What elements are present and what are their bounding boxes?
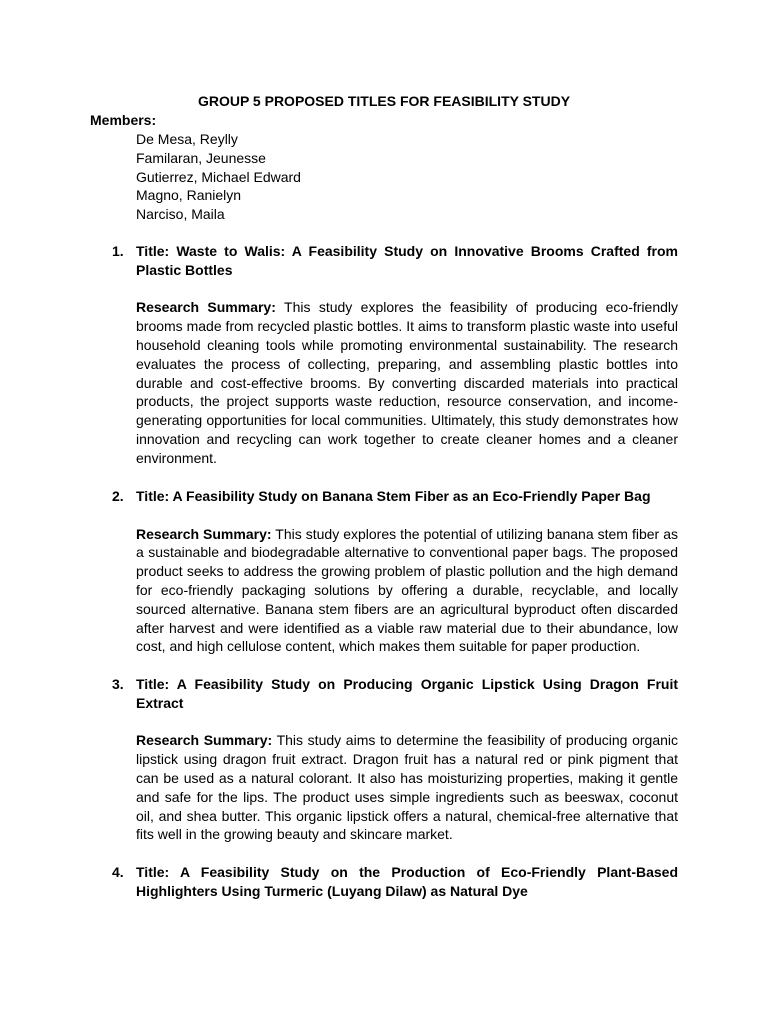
member-item: Familaran, Jeunesse (136, 149, 266, 166)
research-summary (136, 298, 678, 467)
research-summary-text: This study aims to determine the feasibility of producing organic lipstick using dragon fruit extract. Dragon fruit has a natural red or pink pigment that can be used as a natural colorant. It also has moisturizing properties, making it gentle and safe for the lips. The product uses simple ingredients such as beeswax, coconut oil, and shea butter. This organic lipstick offers a natural, chemical-free alternative that fits well in the growing beauty and skincare market. (136, 732, 678, 843)
member-item: Magno, Ranielyn (136, 187, 242, 204)
proposal-item-3 (108, 675, 678, 844)
proposal-number: 3. (112, 676, 124, 692)
proposal-title: Title: A Feasibility Study on the Production of Eco-Friendly Plant-Based Highlighters Using Turmeric (Luyang Dilaw) as Natural Dye (136, 864, 678, 899)
proposal-item-2 (108, 487, 678, 656)
proposal-title: Title: Waste to Walis: A Feasibility Study on Innovative Brooms Crafted from Plastic Bottles (136, 243, 678, 278)
proposal-number: 1. (112, 243, 124, 259)
member-item: Gutierrez, Michael Edward (136, 168, 301, 185)
proposal-item-4 (108, 863, 678, 901)
member-item: De Mesa, Reylly (136, 131, 238, 147)
research-summary-text: This study explores the feasibility of producing eco-friendly brooms made from recycled plastic bottles. It aims to transform plastic waste into useful household cleaning tools while promoting environmental sustainability. The research evaluates the process of collecting, preparing, and assembling plastic bottles into durable and cost-effective brooms. By converting discarded materials into practical products, the project supports waste reduction, resource conservation, and income-generating opportunities for local communities. Ultimately, this study demonstrates how innovation and recycling can work together to create cleaner homes and a cleaner environment. (136, 299, 678, 466)
member-item: Narciso, Maila (136, 206, 225, 223)
research-summary-text: This study explores the potential of utilizing banana stem fiber as a sustainable and biodegradable alternative to conventional paper bags. The proposed product seeks to address the growing problem of plastic pollution and the high demand for eco-friendly packaging solutions by offering a durable, recyclable, and locally sourced alternative. Banana stem fibers are an agricultural byproduct often discarded after harvest and were identified as a viable raw material due to their abundance, low cost, and high cellulose content, which makes them suitable for paper production. (136, 525, 678, 655)
research-summary-label: Research Summary: (136, 525, 272, 542)
members-label: Members: (90, 112, 157, 128)
proposal-title: Title: A Feasibility Study on Producing Organic Lipstick Using Dragon Fruit Extract (136, 676, 678, 711)
members-list (136, 130, 301, 224)
proposal-title: Title: A Feasibility Study on Banana Stem Fiber as an Eco-Friendly Paper Bag (136, 488, 651, 504)
research-summary (136, 731, 678, 844)
proposal-number: 4. (112, 864, 124, 880)
research-summary (136, 525, 678, 657)
proposal-number: 2. (112, 488, 124, 504)
document-title: GROUP 5 PROPOSED TITLES FOR FEASIBILITY STUDY (197, 93, 571, 109)
proposal-item-1 (108, 242, 678, 468)
research-summary-label: Research Summary: (136, 299, 276, 316)
research-summary-label: Research Summary: (136, 732, 273, 749)
